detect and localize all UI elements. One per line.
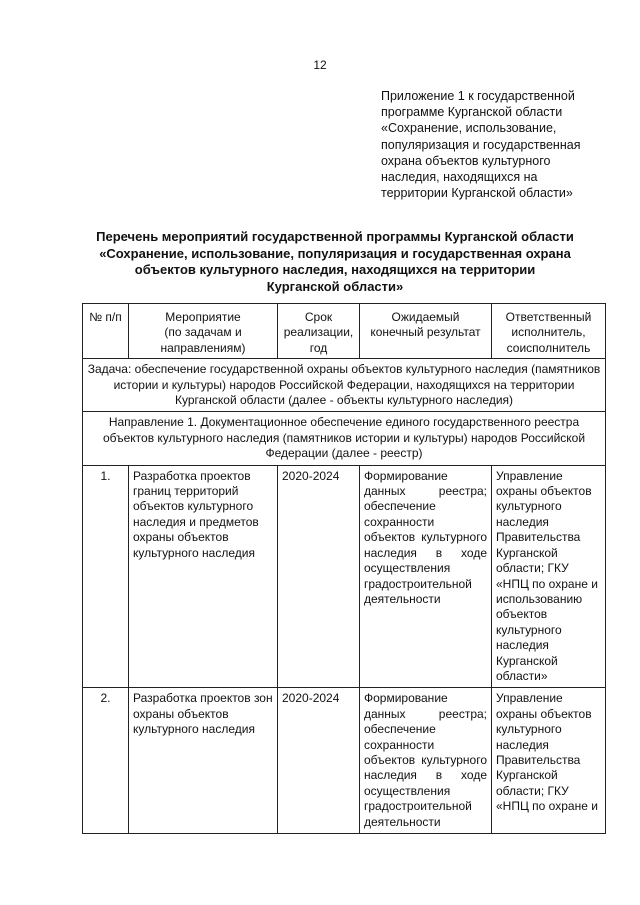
- row-period: 2020-2024: [278, 688, 360, 834]
- row-number: 2.: [83, 688, 129, 834]
- table-row: [83, 465, 606, 688]
- header-measure: Мероприятие (по задачам и направлениям): [129, 304, 278, 359]
- row-result-text: Формирование данных реестра; обеспечение сохранности объектов культурного наследия в ходе осуществления градостроительной деятельности: [364, 468, 487, 606]
- row-result: [360, 688, 492, 834]
- header-period: Срок реализации, год: [278, 304, 360, 359]
- row-executor: Управление охраны объектов культурного наследия Правительства Курганской области; ГКУ «НПЦ по охране и: [492, 688, 606, 834]
- row-period: 2020-2024: [278, 465, 360, 688]
- header-number: № п/п: [83, 304, 129, 359]
- header-executor: Ответственный исполнитель, соисполнитель: [492, 304, 606, 359]
- row-result-text: Формирование данных реестра; обеспечение сохранности объектов культурного наследия в ходе осуществления градостроительной деятельности: [364, 691, 487, 829]
- document-title: Перечень мероприятий государственной программы Курганской области «Сохранение, использование, популяризация и государственная охрана объектов культурного наследия, находящихся на территории Курганской области»: [96, 229, 574, 294]
- appendix-note: Приложение 1 к государственной программе Курганской области «Сохранение, использование, популяризация и государственная охрана объектов культурного наследия, находящихся на территории Курганской области»: [381, 89, 581, 201]
- task-text: Задача: обеспечение государственной охраны объектов культурного наследия (памятников истории и культуры) народов Российской Федерации, находящихся на территории Курганской области (далее - объекты культурного наследия): [83, 359, 606, 412]
- row-measure: Разработка проектов зон охраны объектов культурного наследия: [129, 688, 278, 834]
- row-measure: Разработка проектов границ территорий объектов культурного наследия и предметов охраны объектов культурного наследия: [129, 465, 278, 688]
- table-header-row: [83, 304, 606, 359]
- direction-text: Направление 1. Документационное обеспечение единого государственного реестра объектов культурного наследия (памятников истории и культуры) народов Российской Федерации (далее - реестр): [83, 412, 606, 465]
- header-result: Ожидаемый конечный результат: [360, 304, 492, 359]
- row-number: 1.: [83, 465, 129, 688]
- table-row: [83, 688, 606, 834]
- measures-table: [82, 303, 606, 834]
- direction-row: [83, 412, 606, 465]
- page-number: 12: [313, 58, 327, 72]
- row-executor: Управление охраны объектов культурного наследия Правительства Курганской области; ГКУ «НПЦ по охране и использованию объектов культурного наследия Курганской области»: [492, 465, 606, 688]
- task-row: [83, 359, 606, 412]
- row-result: [360, 465, 492, 688]
